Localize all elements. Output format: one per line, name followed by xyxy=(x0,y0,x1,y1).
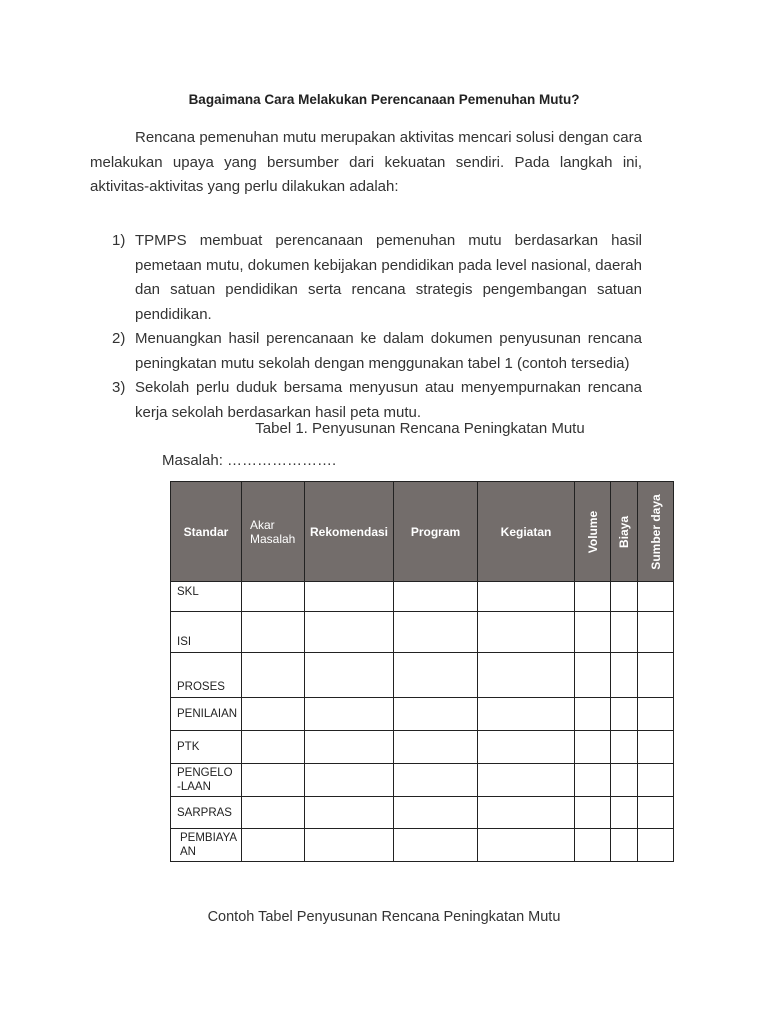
header-akar-masalah: Akar Masalah xyxy=(242,482,305,582)
row-label-penilaian: PENILAIAN xyxy=(171,698,242,731)
row-label-ptk: PTK xyxy=(171,731,242,764)
table-row xyxy=(171,612,674,653)
header-rekomendasi: Rekomendasi xyxy=(305,482,394,582)
row-label-pengelolaan: PENGELO-LAAN xyxy=(171,764,242,797)
row-label-pembiayaan: PEMBIAYA AN xyxy=(171,829,242,862)
step-number: 1) xyxy=(112,232,126,249)
row-label-skl: SKL xyxy=(171,582,242,612)
table-row xyxy=(171,829,674,862)
step-text: Menuangkan hasil perencanaan ke dalam dokumen penyusunan rencana peningkatan mutu sekolah dengan menggunakan tabel 1 (contoh tersedia) xyxy=(135,330,642,372)
table-row xyxy=(171,653,674,698)
intro-paragraph xyxy=(90,126,642,200)
page-title: Bagaimana Cara Melakukan Perencanaan Pemenuhan Mutu? xyxy=(188,92,580,107)
masalah-label: Masalah: …………………. xyxy=(162,452,337,469)
table-row xyxy=(171,731,674,764)
row-label-isi: ISI xyxy=(171,612,242,653)
step-text: TPMPS membuat perencanaan pemenuhan mutu berdasarkan hasil pemetaan mutu, dokumen kebijakan pendidikan pada level nasional, daerah dan satuan pendidikan serta rencana strategis pengembangan satuan pendidikan. xyxy=(135,232,642,323)
table-caption: Tabel 1. Penyusunan Rencana Peningkatan Mutu xyxy=(255,420,585,437)
list-item xyxy=(90,327,642,376)
plan-table xyxy=(170,481,674,862)
step-number: 3) xyxy=(112,379,126,396)
table-row xyxy=(171,797,674,829)
list-item xyxy=(90,376,642,425)
header-program: Program xyxy=(394,482,478,582)
row-label-proses: PROSES xyxy=(171,653,242,698)
table-header-row xyxy=(171,482,674,582)
header-kegiatan: Kegiatan xyxy=(478,482,575,582)
header-sumber-daya: Sumber daya xyxy=(638,482,674,582)
header-volume: Volume xyxy=(575,482,611,582)
header-biaya: Biaya xyxy=(611,482,638,582)
header-standar: Standar xyxy=(171,482,242,582)
step-text: Sekolah perlu duduk bersama menyusun atau menyempurnakan rencana kerja sekolah berdasarkan hasil peta mutu. xyxy=(135,379,642,421)
table-row xyxy=(171,698,674,731)
step-number: 2) xyxy=(112,330,126,347)
table-row xyxy=(171,582,674,612)
steps-list xyxy=(90,229,642,425)
footer-caption: Contoh Tabel Penyusunan Rencana Peningkatan Mutu xyxy=(207,909,561,925)
intro-text: Rencana pemenuhan mutu merupakan aktivitas mencari solusi dengan cara melakukan upaya yang bersumber dari kekuatan sendiri. Pada langkah ini, aktivitas-aktivitas yang perlu dilakukan adalah: xyxy=(90,129,642,195)
table-row xyxy=(171,764,674,797)
list-item xyxy=(90,229,642,327)
row-label-sarpras: SARPRAS xyxy=(171,797,242,829)
